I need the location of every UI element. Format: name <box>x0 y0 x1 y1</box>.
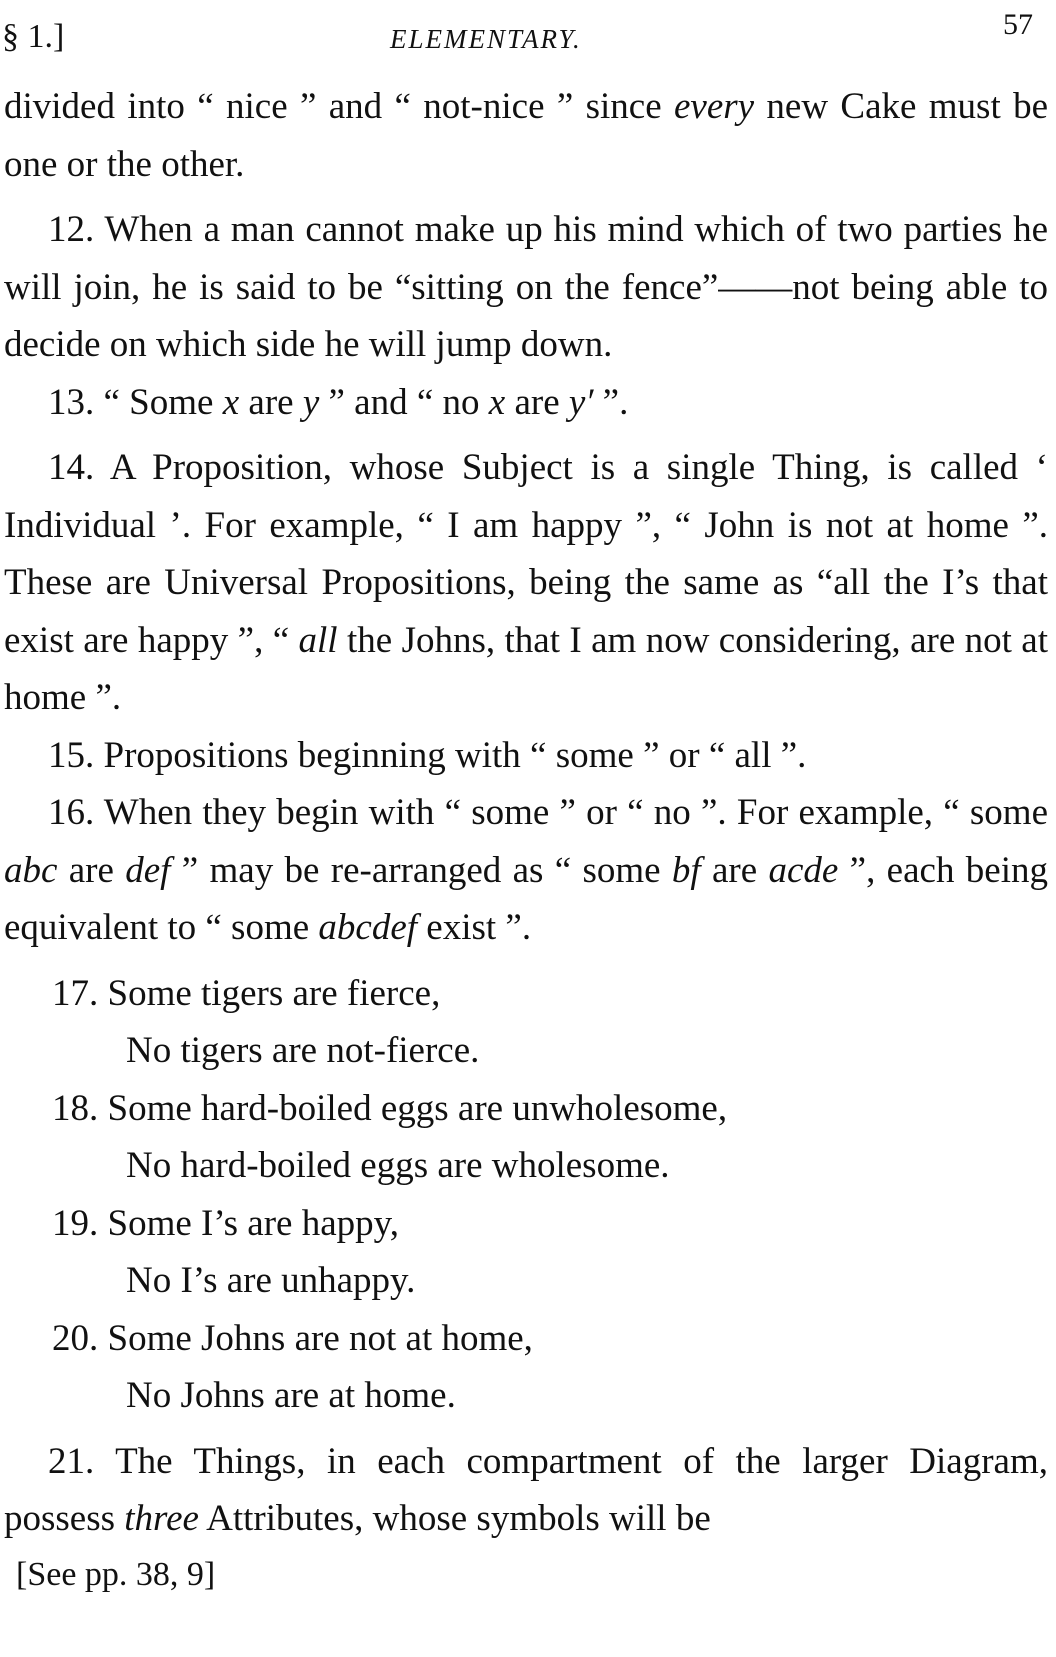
text-run: exist ”. <box>417 907 532 948</box>
paragraph-15: 15. Propositions beginning with “ some ” or “ all ”. <box>48 734 807 776</box>
paragraph-12: 12. When a man cannot make up his mind which of two parties he will join, he is said to be “sitting on the fence”——not being able to decide on which side he will jump down. <box>4 209 1048 365</box>
text-run: 14. A Proposition, whose Subject is a single Thing, is called ‘ Individual ’. For example, “ I am happy ”, “ John is not at home ”. These are Universal Propositions, being the same as “all the I’s that exist are happy ”, “ <box>4 447 1048 661</box>
item-line-1 <box>52 1310 1048 1368</box>
item-line-1 <box>52 965 1048 1023</box>
italic-symbol: bf <box>671 849 701 891</box>
text-run: the Johns, that I am now considering, are not at home ”. <box>4 619 1048 718</box>
answer-item-19 <box>4 1195 1048 1310</box>
text-run: 13. “ Some <box>48 381 223 423</box>
text-run: ” may be re-arranged as “ some <box>170 849 672 891</box>
paragraph-16 <box>4 784 1048 957</box>
text-run: new Cake must be one or the other. <box>4 86 1049 185</box>
item-text: Some I’s are happy, <box>107 1202 399 1244</box>
answer-item-20 <box>4 1310 1048 1425</box>
text-run: ” and “ no <box>319 381 489 423</box>
answer-item-17 <box>4 965 1048 1080</box>
text-run: are <box>700 849 769 891</box>
paragraph-21 <box>4 1433 1048 1548</box>
text-run: are <box>239 381 303 423</box>
running-head <box>0 8 1040 58</box>
italic-symbol: y <box>302 381 320 423</box>
italic-run: all <box>298 619 338 661</box>
item-number: 19. <box>52 1202 99 1244</box>
italic-symbol: def <box>125 849 171 891</box>
item-text: Some tigers are fierce, <box>107 972 441 1014</box>
item-text: Some hard-boiled eggs are unwholesome, <box>107 1087 728 1129</box>
section-marker: § 1.] <box>2 18 65 55</box>
italic-run: three <box>124 1498 199 1539</box>
cross-reference: [See pp. 38, 9] <box>16 1555 216 1593</box>
item-line-2: No I’s are unhappy. <box>126 1260 416 1301</box>
paragraph-11-continued <box>4 78 1048 193</box>
text-run: 21. The Things, in each compartment of the larger Diagram, possess <box>4 1440 1048 1539</box>
item-line-2: No tigers are not-fierce. <box>126 1030 480 1071</box>
text-run: 16. When they begin with “ some ” or “ no ”. For example, “ some <box>48 792 1048 833</box>
italic-symbol: abcdef <box>318 907 418 948</box>
text-run: divided into “ nice ” and “ not-nice ” since <box>4 86 674 127</box>
text-run: ”. <box>593 381 629 423</box>
italic-symbol: x <box>488 381 506 423</box>
page-body <box>4 78 1048 1602</box>
paragraph-13 <box>4 374 1048 432</box>
italic-symbol: abc <box>4 849 58 891</box>
answer-item-18 <box>4 1080 1048 1195</box>
item-line-2: No hard-boiled eggs are wholesome. <box>126 1145 670 1186</box>
italic-symbol: x <box>222 381 240 423</box>
chapter-title: ELEMENTARY. <box>390 24 582 54</box>
item-line-1 <box>52 1080 1048 1138</box>
italic-run: every <box>673 86 755 127</box>
item-number: 20. <box>52 1317 99 1359</box>
text-run: are <box>57 849 126 891</box>
italic-symbol: acde <box>768 849 839 891</box>
text-run: Attributes, whose symbols will be <box>198 1498 711 1539</box>
italic-symbol: y′ <box>568 381 594 423</box>
item-line-1 <box>52 1195 1048 1253</box>
item-line-2: No Johns are at home. <box>126 1375 456 1416</box>
text-run: are <box>505 381 569 423</box>
item-number: 18. <box>52 1087 99 1129</box>
text-run: ”, each being equivalent to “ some <box>4 849 1048 948</box>
page-number: 57 <box>1003 8 1033 41</box>
item-number: 17. <box>52 972 99 1014</box>
paragraph-14 <box>4 439 1048 727</box>
item-text: Some Johns are not at home, <box>107 1317 533 1359</box>
